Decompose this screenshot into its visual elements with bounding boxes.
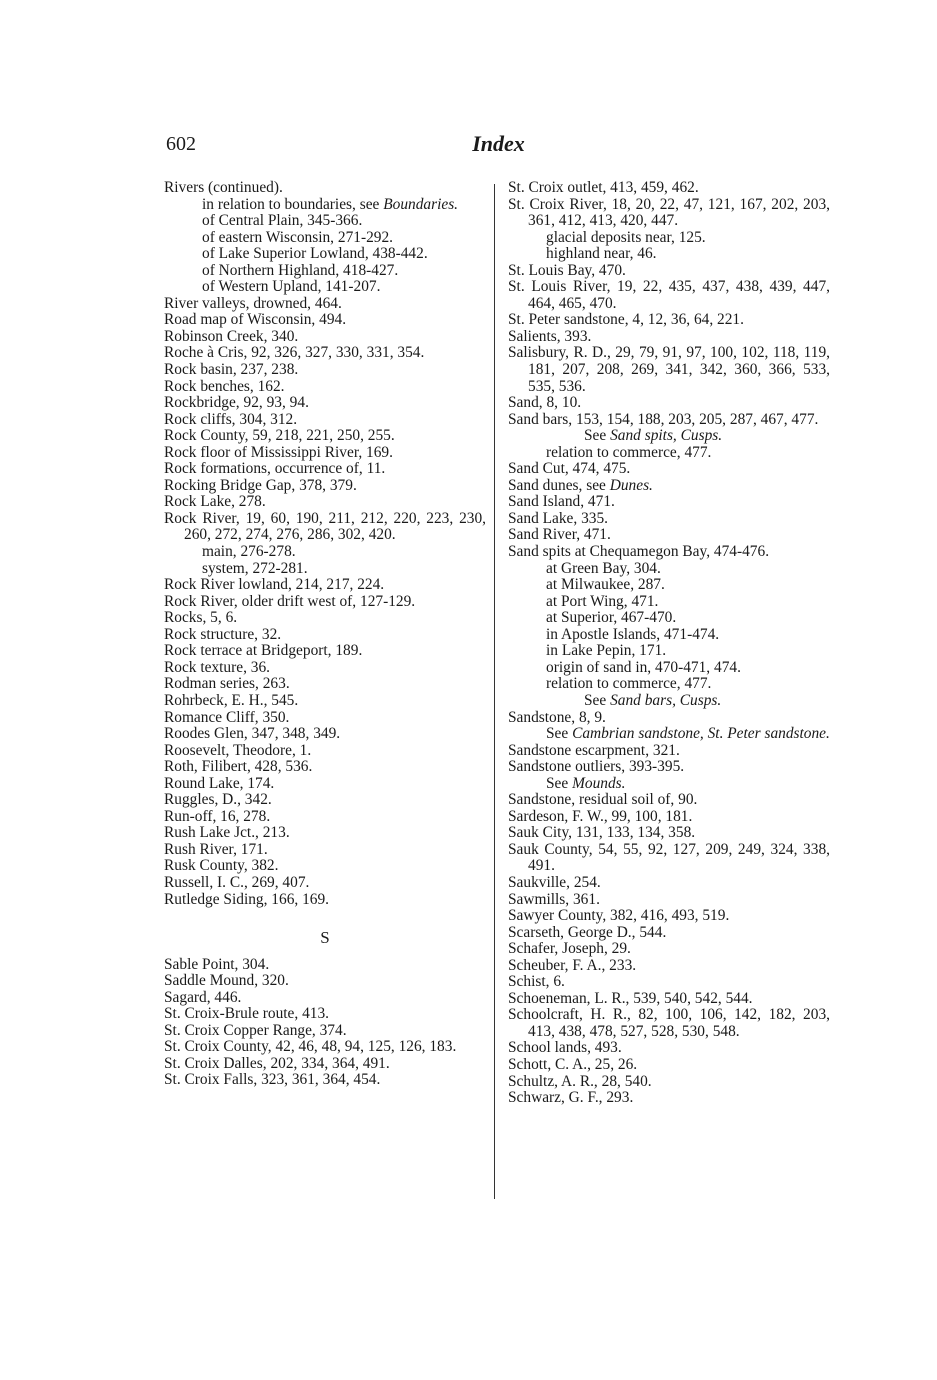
index-entry (164, 957, 486, 974)
entry-text: St. Louis Bay, 470. (508, 261, 626, 279)
entry-text: Rock Lake, 278. (164, 493, 266, 511)
index-entry (164, 643, 486, 660)
entry-text: St. Croix Dalles, 202, 334, 364, 491. (164, 1054, 390, 1072)
entry-text: Rock River, 19, 60, 190, 211, 212, 220, 223, 230, 260, 272, 274, 276, 286, 302, 420. (164, 509, 486, 544)
entries-r (164, 180, 486, 908)
entry-text: See (584, 427, 611, 445)
index-entry (164, 759, 486, 776)
entry-text: Schist, 6. (508, 973, 565, 991)
index-subentry (508, 676, 830, 693)
entry-text: at Port Wing, 471. (546, 592, 659, 610)
index-entry (164, 577, 486, 594)
index-subentry (508, 643, 830, 660)
index-entry (508, 759, 830, 776)
entry-text: Rock floor of Mississippi River, 169. (164, 443, 393, 461)
entry-text: of Western Upland, 141-207. (202, 278, 381, 296)
section-letter: S (320, 928, 330, 948)
index-column-right (508, 180, 830, 1107)
entry-text: Rockbridge, 92, 93, 94. (164, 394, 309, 412)
index-entry (508, 1090, 830, 1107)
entry-text: River valleys, drowned, 464. (164, 294, 342, 312)
index-entry (164, 776, 486, 793)
entry-text: in Lake Pepin, 171. (546, 642, 667, 660)
index-entry (508, 478, 830, 495)
index-entry (508, 875, 830, 892)
index-entry (164, 858, 486, 875)
index-entry (164, 445, 486, 462)
entry-text: Rock benches, 162. (164, 377, 285, 395)
index-entry (164, 660, 486, 677)
entry-text: St. Croix County, 42, 46, 48, 94, 125, 126, 183. (164, 1038, 457, 1056)
entry-text: Roodes Glen, 347, 348, 349. (164, 725, 341, 743)
index-entry (164, 825, 486, 842)
entry-text: at Green Bay, 304. (546, 559, 661, 577)
entry-text: Sardeson, F. W., 99, 100, 181. (508, 807, 693, 825)
entry-text: St. Croix River, 18, 20, 22, 47, 121, 167, 202, 203, 361, 412, 413, 420, 447. (508, 195, 830, 230)
page-title: Index (472, 131, 525, 156)
entry-text: Round Lake, 174. (164, 774, 275, 792)
entry-text: Russell, I. C., 269, 407. (164, 873, 310, 891)
entry-text: Run-off, 16, 278. (164, 807, 271, 825)
entry-text: Sandstone, residual soil of, 90. (508, 791, 698, 809)
index-column-left (164, 180, 486, 1089)
entry-reference: Mounds. (572, 774, 626, 792)
index-entry (508, 825, 830, 842)
entry-text: St. Croix Copper Range, 374. (164, 1021, 347, 1039)
entry-text: See (546, 725, 573, 743)
entry-text: Rock basin, 237, 238. (164, 361, 299, 379)
index-entry (164, 726, 486, 743)
entry-text: main, 276-278. (202, 543, 296, 561)
entries-s (164, 957, 486, 1089)
index-entry (508, 329, 830, 346)
entry-text: Sandstone, 8, 9. (508, 708, 606, 726)
entry-text: Schoolcraft, H. R., 82, 100, 106, 142, 182, 203, 413, 438, 478, 527, 528, 530, 548. (508, 1006, 830, 1040)
index-entry (164, 990, 486, 1007)
index-entry (508, 908, 830, 925)
entry-text: See (584, 691, 611, 709)
index-subentry (164, 263, 486, 280)
index-entry (164, 710, 486, 727)
index-entry (164, 875, 486, 892)
entry-text: Rock structure, 32. (164, 625, 282, 643)
entry-reference: Dunes. (609, 476, 653, 494)
entry-text: Sand bars, 153, 154, 188, 203, 205, 287, 467, 477. (508, 410, 819, 428)
entry-reference: Boundaries. (383, 195, 459, 213)
index-entry (508, 412, 830, 429)
index-entry (508, 1074, 830, 1091)
index-entry (164, 594, 486, 611)
entry-text: Rusk County, 382. (164, 857, 279, 875)
index-subentry (508, 445, 830, 462)
entry-text: Salisbury, R. D., 29, 79, 91, 97, 100, 102, 118, 119, 181, 207, 208, 269, 341, 342, 360, 366, 533, 535, 536. (508, 344, 830, 395)
index-entry (508, 461, 830, 478)
entry-text: Sauk City, 131, 133, 134, 358. (508, 824, 696, 842)
index-entry (164, 610, 486, 627)
index-entry (164, 478, 486, 495)
index-entry (164, 842, 486, 859)
entry-text: Scheuber, F. A., 233. (508, 956, 637, 974)
index-entry (164, 809, 486, 826)
entry-text: Rocking Bridge Gap, 378, 379. (164, 476, 357, 494)
entry-text: relation to commerce, 477. (546, 675, 712, 693)
entry-text: Rohrbeck, E. H., 545. (164, 691, 299, 709)
index-entry (164, 329, 486, 346)
index-entry (164, 362, 486, 379)
entry-text: Rivers (continued). (164, 179, 283, 196)
entry-text: Roosevelt, Theodore, 1. (164, 741, 312, 759)
entry-reference: Sand bars, Cusps. (610, 691, 722, 709)
entry-text: Scarseth, George D., 544. (508, 923, 667, 941)
index-entry (508, 925, 830, 942)
entry-text: Ruggles, D., 342. (164, 791, 272, 809)
index-entry (508, 809, 830, 826)
entry-text: St. Peter sandstone, 4, 12, 36, 64, 221. (508, 311, 744, 329)
entry-text: Rutledge Siding, 166, 169. (164, 890, 330, 908)
entry-text: Sand Island, 471. (508, 493, 615, 511)
entry-text: Salients, 393. (508, 327, 592, 345)
index-entry (508, 941, 830, 958)
index-entry (164, 312, 486, 329)
index-entry (508, 395, 830, 412)
index-subentry (508, 561, 830, 578)
index-entry (508, 180, 830, 197)
entry-text: Schwarz, G. F., 293. (508, 1089, 634, 1107)
entry-text: Rocks, 5, 6. (164, 609, 238, 627)
entry-text: highland near, 46. (546, 245, 657, 263)
entry-text: St. Croix Falls, 323, 361, 364, 454. (164, 1071, 381, 1089)
index-entry (508, 1007, 830, 1040)
index-subentry (164, 544, 486, 561)
entry-text: of Central Plain, 345-366. (202, 212, 363, 230)
index-entry (508, 710, 830, 727)
entry-text: Rock River lowland, 214, 217, 224. (164, 576, 385, 594)
entry-text: See (546, 774, 573, 792)
entry-text: Sawmills, 361. (508, 890, 600, 908)
column-divider (494, 184, 495, 1199)
entry-text: Sand River, 471. (508, 526, 611, 544)
index-entry (164, 1023, 486, 1040)
entry-text: Rush Lake Jct., 213. (164, 824, 290, 842)
entry-text: Sand Cut, 474, 475. (508, 460, 631, 478)
index-entry (164, 743, 486, 760)
entry-text: Schultz, A. R., 28, 540. (508, 1072, 652, 1090)
index-entry (164, 1072, 486, 1089)
index-entry (508, 892, 830, 909)
index-entry (164, 1039, 486, 1056)
index-subentry (508, 726, 830, 743)
entry-text: glacial deposits near, 125. (546, 228, 706, 246)
entry-text: Sawyer County, 382, 416, 493, 519. (508, 907, 730, 925)
entry-text: Sable Point, 304. (164, 955, 270, 973)
index-entry (164, 892, 486, 909)
index-entry (508, 197, 830, 230)
index-entry (164, 345, 486, 362)
index-subentry (508, 246, 830, 263)
index-entry (164, 412, 486, 429)
entry-text: Sand spits at Chequamegon Bay, 474-476. (508, 543, 770, 561)
entry-text: origin of sand in, 470-471, 474. (546, 658, 741, 676)
index-subentry (508, 577, 830, 594)
index-subentry (508, 693, 830, 710)
entry-text: Sauk County, 54, 55, 92, 127, 209, 249, 324, 338, 491. (508, 840, 830, 875)
index-entry (164, 461, 486, 478)
index-subentry (508, 627, 830, 644)
index-entry (508, 991, 830, 1008)
index-entry (508, 263, 830, 280)
index-entry (164, 511, 486, 544)
index-entry (508, 1040, 830, 1057)
index-subentry (508, 594, 830, 611)
index-entry (164, 693, 486, 710)
entry-text: system, 272-281. (202, 559, 308, 577)
entry-text: Sandstone escarpment, 321. (508, 741, 680, 759)
index-entry (164, 379, 486, 396)
entry-text: Road map of Wisconsin, 494. (164, 311, 347, 329)
index-entry (164, 676, 486, 693)
index-subentry (508, 776, 830, 793)
entry-text: Robinson Creek, 340. (164, 327, 299, 345)
entry-text: Roche à Cris, 92, 326, 327, 330, 331, 354. (164, 344, 425, 362)
index-entry (164, 627, 486, 644)
entry-text: Saukville, 254. (508, 873, 601, 891)
entry-text: Sand Lake, 335. (508, 509, 609, 527)
entry-text: Sagard, 446. (164, 988, 242, 1006)
index-entry (508, 279, 830, 312)
entry-text: Rock River, older drift west of, 127-129. (164, 592, 416, 610)
index-subentry (508, 428, 830, 445)
index-entry (164, 973, 486, 990)
entry-text: in Apostle Islands, 471-474. (546, 625, 720, 643)
entry-text: Rock cliffs, 304, 312. (164, 410, 298, 428)
index-subentry (164, 246, 486, 263)
entry-text: Romance Cliff, 350. (164, 708, 290, 726)
index-entry (508, 544, 830, 561)
index-entry (508, 494, 830, 511)
index-entry (164, 428, 486, 445)
index-entry (164, 792, 486, 809)
entry-text: Sandstone outliers, 393-395. (508, 758, 685, 776)
index-entry (508, 792, 830, 809)
entry-text: Saddle Mound, 320. (164, 972, 289, 990)
entry-text: in relation to boundaries, see (202, 195, 384, 213)
entry-text: at Superior, 467-470. (546, 609, 677, 627)
entry-text: Rodman series, 263. (164, 675, 290, 693)
entry-text: Schoeneman, L. R., 539, 540, 542, 544. (508, 989, 753, 1007)
entry-text: Roth, Filibert, 428, 536. (164, 758, 313, 776)
index-entry (508, 345, 830, 395)
index-subentry (164, 230, 486, 247)
entry-text: St. Croix-Brule route, 413. (164, 1005, 330, 1023)
index-subentry (508, 230, 830, 247)
entry-text: of Northern Highland, 418-427. (202, 261, 399, 279)
index-entry (508, 312, 830, 329)
entry-text: Rock texture, 36. (164, 658, 270, 676)
entry-text: Rock formations, occurrence of, 11. (164, 460, 386, 478)
index-entry (164, 1056, 486, 1073)
index-subentry (164, 561, 486, 578)
entry-text: Sand dunes, see (508, 476, 610, 494)
index-entry (164, 1006, 486, 1023)
index-entry (164, 494, 486, 511)
index-entry (508, 842, 830, 875)
index-subentry (164, 279, 486, 296)
entry-text: Rock terrace at Bridgeport, 189. (164, 642, 363, 660)
index-entry (508, 1057, 830, 1074)
entry-text: St. Louis River, 19, 22, 435, 437, 438, 439, 447, 464, 465, 470. (508, 278, 830, 312)
entry-reference: Sand spits, Cusps. (610, 427, 723, 445)
entry-text: St. Croix outlet, 413, 459, 462. (508, 179, 699, 196)
entry-text: of Lake Superior Lowland, 438-442. (202, 245, 428, 263)
page-number: 602 (166, 133, 196, 155)
entry-text: of eastern Wisconsin, 271-292. (202, 228, 394, 246)
entry-text: Sand, 8, 10. (508, 394, 582, 412)
index-subentry (164, 213, 486, 230)
entry-text: Rush River, 171. (164, 840, 268, 858)
index-entry (508, 527, 830, 544)
index-entry (508, 974, 830, 991)
entry-text: Schott, C. A., 25, 26. (508, 1055, 638, 1073)
entry-text: School lands, 493. (508, 1039, 622, 1057)
entry-reference: Cambrian sandstone, St. Peter sandstone. (572, 725, 830, 743)
entry-text: Schafer, Joseph, 29. (508, 940, 631, 958)
index-entry (508, 511, 830, 528)
entry-text: Rock County, 59, 218, 221, 250, 255. (164, 427, 395, 445)
index-entry (164, 296, 486, 313)
index-subentry (508, 610, 830, 627)
entry-text: relation to commerce, 477. (546, 443, 712, 461)
index-subentry (164, 197, 486, 214)
index-entry (508, 743, 830, 760)
index-entry (508, 958, 830, 975)
index-entry (164, 180, 486, 197)
index-subentry (508, 660, 830, 677)
index-entry (164, 395, 486, 412)
entry-text: at Milwaukee, 287. (546, 576, 665, 594)
